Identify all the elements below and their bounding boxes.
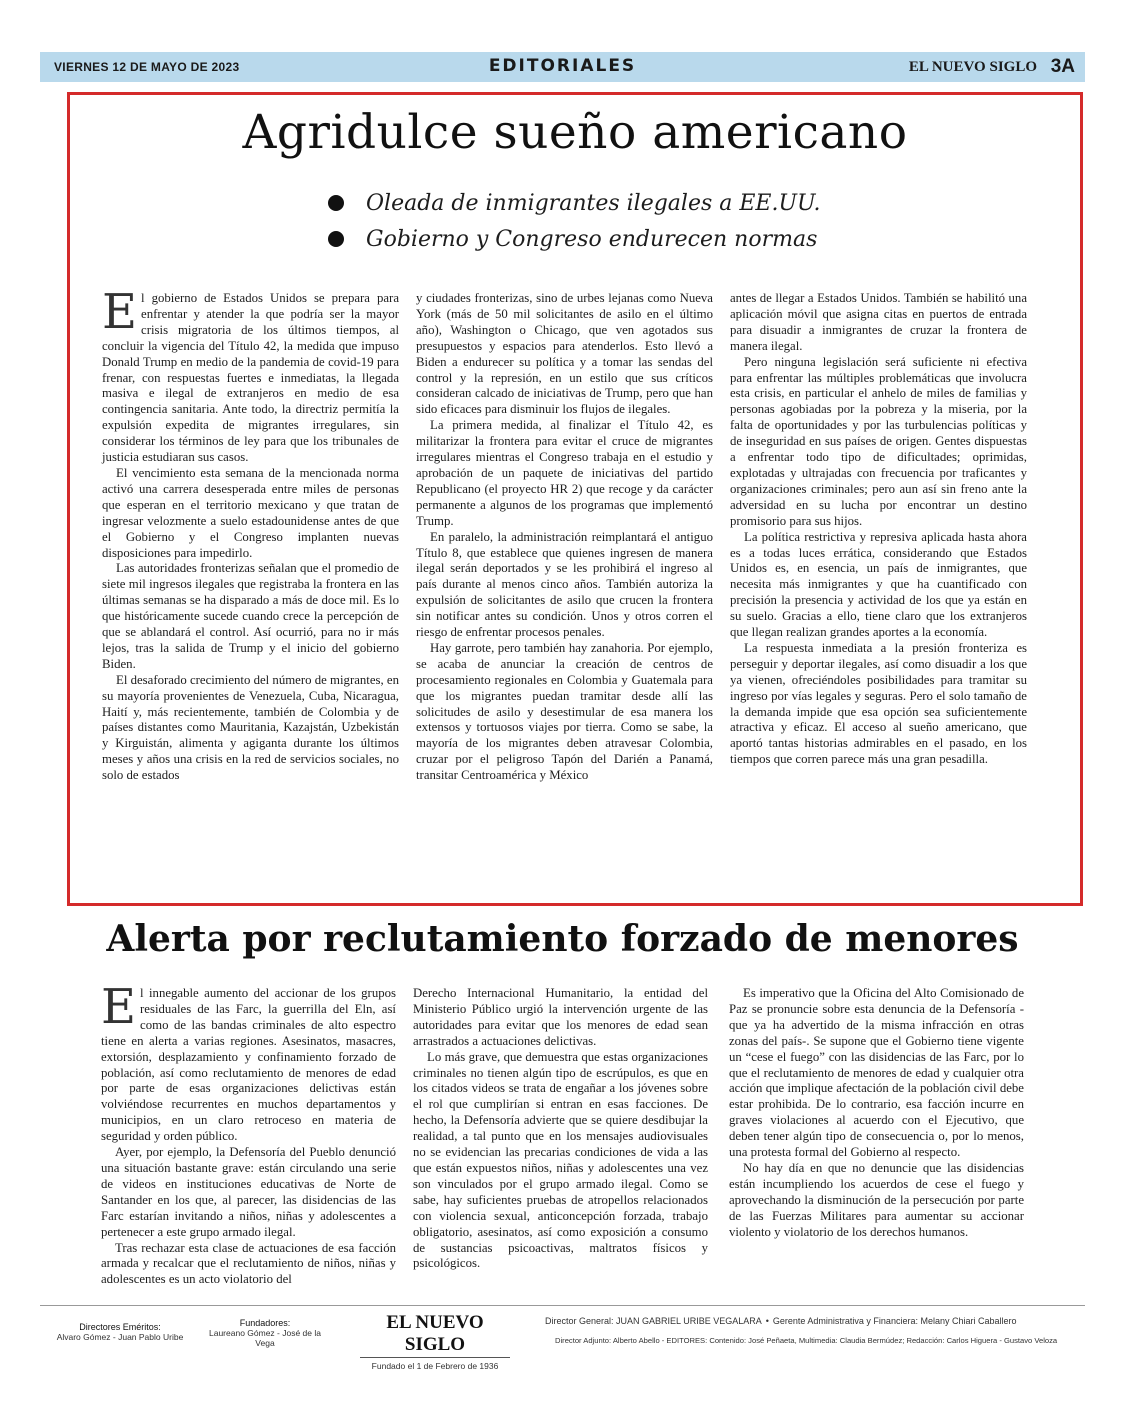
- paragraph: El innegable aumento del accionar de los grupos residuales de las Farc, la guerrilla del Eln, así como de las bandas criminales de alto espectro tiene en alerta a varias regiones. Asesinatos, masacres, extorsión, desplazamiento y confinamiento forzado de población, así como reclutamiento de menores de edad por parte de esas organizaciones delictivas están volviéndose recurrentes en muchos departamentos y municipios, en un claro retroceso en materia de seguridad y orden público.: [101, 979, 396, 1144]
- gerente: Gerente Administrativa y Financiera: Melany Chiari Caballero: [772, 1316, 1017, 1326]
- footer-label: Fundadores:: [239, 1318, 291, 1328]
- subtitle-text: Oleada de inmigrantes ilegales a EE.UU.: [366, 190, 821, 216]
- main-editorial: [67, 92, 1083, 906]
- main-column-2: [416, 291, 713, 784]
- page-header: [40, 52, 1085, 82]
- footer-names: Alvaro Gómez - Juan Pablo Uribe: [56, 1332, 184, 1342]
- header-date: VIERNES 12 DE MAYO DE 2023: [54, 60, 240, 74]
- footer-fundadores: [200, 1318, 330, 1348]
- footer-names: Laureano Gómez - José de la Vega: [209, 1328, 321, 1348]
- paragraph: El desaforado crecimiento del número de migrantes, en su mayoría provenientes de Venezuela, Cuba, Nicaragua, Haití y, más recientemente, también de Colombia y de países distantes como Mauritania, Kazajstán, Uzbekistán y Kirguistán, alimenta y agiganta durante los últimos meses y años una crisis en la red de servicios sociales, no solo de estados: [102, 672, 399, 783]
- separator-dot-icon: •: [765, 1316, 769, 1326]
- page-number: 3A: [1050, 56, 1075, 77]
- paragraph: El gobierno de Estados Unidos se prepara para enfrentar y atender la que podría ser la mayor crisis migratoria de los últimos tiempos, al concluir la vigencia del Título 42, la medida que impuso Donald Trump en medio de la pandemia de covid-19 para frenar, con respuestas fuertes e inmediatas, la llegada masiva e ilegal de extranjeros en medio de esa contingencia sanitaria. Ante todo, la directriz permitía la expulsión expedita de migrantes irregulares, sin considerar los términos de ley para que los tribunales de justicia estudiaran sus casos.: [102, 284, 399, 465]
- newspaper-logo: EL NUEVO SIGLO: [360, 1312, 510, 1358]
- second-column-1: [101, 979, 396, 1288]
- drop-cap: E: [102, 284, 138, 340]
- paragraph: Ayer, por ejemplo, la Defensoría del Pueblo denunció una situación bastante grave: están circulando una serie de videos en instituciones educativas de Norte de Santander en los que, al parecer, las disidencias de las Farc estarían invitando a niños, niñas y adolescentes a pertenecer a este grupo armado ilegal.: [101, 1145, 396, 1239]
- paragraph: No hay día en que no denuncie que las disidencias están incumpliendo los acuerdos de cese el fuego y aprovechando la disminución de la persecución por parte de las Fuerzas Militares para aumentar su accionar violento y violatorio de los derechos humanos.: [729, 1160, 1024, 1239]
- paragraph: En paralelo, la administración reimplantará el antiguo Título 8, que establece que quienes ingresen de manera ilegal serán deportados y se les prohibirá el ingreso al país durante al menos cinco años. También autoriza la expulsión de solicitantes de asilo que crucen la frontera sin notificar antes su condición. Unos y otros corren el riesgo de enfrentar procesos penales.: [416, 529, 713, 640]
- director-general: Director General: JUAN GABRIEL URIBE VEGALARA: [545, 1316, 762, 1326]
- paragraph: Hay garrote, pero también hay zanahoria. Por ejemplo, se acaba de anunciar la creación de centros de procesamiento regionales en Colombia y Guatemala para que los migrantes puedan tramitar desde allí las solicitudes de asilo y desestimular de esa manera los extensos y tortuosos viajes por tierra. Como se sabe, la mayoría de los migrantes deben atravesar Colombia, cruzar por el peligroso Tapón del Darién a Panamá, transitar Centroamérica y México: [416, 640, 713, 783]
- main-editorial-title: Agridulce sueño americano: [242, 105, 908, 160]
- newspaper-name: EL NUEVO SIGLO: [908, 59, 1037, 75]
- paragraph: Es imperativo que la Oficina del Alto Comisionado de Paz se pronuncie sobre esta denuncia de la Defensoría -que ya ha advertido de la misma infracción en otras zonas del país-. Se supone que el Gobierno tiene vigente un “cese el fuego” con las disidencias de las Farc, por lo que el reclutamiento de menores de edad y cualquier otra acción que implique afectación de la población civil debe estar prohibida. De lo contrario, esa facción incurre en graves violaciones al acuerdo con el Ejecutivo, que deben tener algún tipo de consecuencia o, por lo menos, una protesta formal del Gobierno al respecto.: [729, 986, 1024, 1160]
- second-column-2: [413, 986, 708, 1272]
- section-title: EDITORIALES: [488, 56, 637, 76]
- subtitle-text: Gobierno y Congreso endurecen normas: [366, 226, 818, 252]
- subtitle-item: [328, 221, 821, 257]
- footer-divider: [40, 1305, 1085, 1306]
- main-editorial-subtitles: [328, 185, 821, 257]
- footer-staff: Director Adjunto: Alberto Abello - EDITORES: Contenido: José Peñaeta, Multimedia: Claudia Bermúdez; Redacción: Carlos Higuera - Gustavo Veloza: [555, 1336, 1058, 1345]
- footer-label: Directores Eméritos:: [79, 1322, 161, 1332]
- paragraph: El vencimiento esta semana de la mencionada norma activó una carrera desesperada entre miles de personas que esperan en el territorio mexicano y que tratan de ingresar velozmente a suelo estadounidense antes de que el Gobierno y el Congreso implanten nuevas disposiciones para impedirlo.: [102, 465, 399, 560]
- paragraph: antes de llegar a Estados Unidos. También se habilitó una aplicación móvil que asigna citas en puertos de entrada para disuadir a inmigrantes de cruzar la frontera de manera ilegal.: [730, 291, 1027, 353]
- main-column-1: [102, 284, 399, 784]
- main-column-3: [730, 291, 1027, 768]
- footer-directores: [45, 1322, 195, 1342]
- paragraph: Pero ninguna legislación será suficiente ni efectiva para enfrentar las múltiples problemáticas que involucra esta crisis, en particular el anhelo de miles de familias y personas agobiadas por la pobreza y la miseria, por la falta de oportunidades y por las turbulencias políticas y de inseguridad en sus países de origen. Gentes dispuestas a enfrentar todo tipo de dificultades; oprimidas, explotadas y ultrajadas con frecuencia por traficantes y organizaciones criminales; pero aun así sin freno ante la adversidad en su lucha por encontrar un destino promisorio para sus hijos.: [730, 354, 1027, 528]
- footer-management: [545, 1316, 1065, 1326]
- subtitle-item: [328, 185, 821, 221]
- bullet-dot-icon: [328, 195, 344, 211]
- paragraph: La política restrictiva y represiva aplicada hasta ahora es a todas luces errática, considerando que Estados Unidos es, en esencia, un país de inmigrantes, que necesita más inmigrantes y que ha cuantificado con precisión la presencia y actividad de los que ya están en su suelo. Gracias a ello, tiene claro que los extranjeros que llegan realizan grandes aportes a la economía.: [730, 529, 1027, 640]
- founded-date: Fundado el 1 de Febrero de 1936: [371, 1361, 499, 1371]
- paragraph: Lo más grave, que demuestra que estas organizaciones criminales no tienen algún tipo de escrúpulos, es que en los citados videos se trata de engañar a los jóvenes sobre el rol que cumplirían si entran en esas facciones. De hecho, la Defensoría advierte que se quiere desdibujar la realidad, a tal punto que en los mensajes audiovisuales no se evidencian las precarias condiciones de vida a las que están expuestos niños, niñas y adolescentes una vez son vinculados por el grupo armado ilegal. Como se sabe, hay suficientes pruebas de atropellos relacionados con violencia sexual, anticoncepción forzada, trabajo obligatorio, asesinatos, así como exposición a consumo de sustancias psicoactivas, maltratos físicos y psicológicos.: [413, 1049, 708, 1271]
- paragraph: La primera medida, al finalizar el Título 42, es militarizar la frontera para evitar el cruce de migrantes irregulares mientras el Congreso trabaja en el estudio y aprobación de un paquete de iniciativas del partido Republicano (el proyecto HR 2) que recoge y da carácter permanente a algunos de los programas que implementó Trump.: [416, 418, 713, 528]
- paragraph: Derecho Internacional Humanitario, la entidad del Ministerio Público urgió la intervención urgente de las autoridades para evitar que los menores de edad sean arrastrados a actuaciones delictivas.: [413, 986, 708, 1048]
- second-editorial-title: Alerta por reclutamiento forzado de menores: [106, 918, 1019, 960]
- second-column-3: [729, 986, 1024, 1241]
- paragraph: La respuesta inmediata a la presión fronteriza es perseguir y deportar ilegales, así como disuadir a los que ya vienen, ofreciéndoles posibilidades para tramitar su ingreso por vías legales y seguras. Pero el solo tamaño de la demanda impide que esa opción sea suficientemente atractiva y eficaz. El acceso al sueño americano, que aportó tantas historias admirables en el pasado, en los tiempos que corren parece más una gran pesadilla.: [730, 640, 1027, 767]
- footer-masthead: [360, 1312, 510, 1371]
- drop-cap: E: [101, 979, 137, 1035]
- paragraph: Las autoridades fronterizas señalan que el promedio de siete mil ingresos ilegales que registraba la frontera en las últimas semanas se ha disparado a más de doce mil. Es lo que históricamente sucede cuando crece la percepción de que se ablandará el control. Así ocurrió, para no ir más lejos, tras la salida de Trump y el inicio del gobierno Biden.: [102, 561, 399, 671]
- bullet-dot-icon: [328, 231, 344, 247]
- paragraph: y ciudades fronterizas, sino de urbes lejanas como Nueva York (más de 50 mil solicitantes de asilo en el último año), Washington o Chicago, que ven agotados sus presupuestos y espacios para atenderlos. Esto llevó a Biden a endurecer su política y a tomar las sendas del control y la represión, en un estilo que sus críticos consideran calcado de iniciativas de Trump, pero que han sido eficaces para disminuir los flujos de ilegales.: [416, 291, 713, 417]
- paragraph: Tras rechazar esta clase de actuaciones de esa facción armada y recalcar que el reclutamiento de niños, niñas y adolescentes es un acto violatorio del: [101, 1240, 396, 1287]
